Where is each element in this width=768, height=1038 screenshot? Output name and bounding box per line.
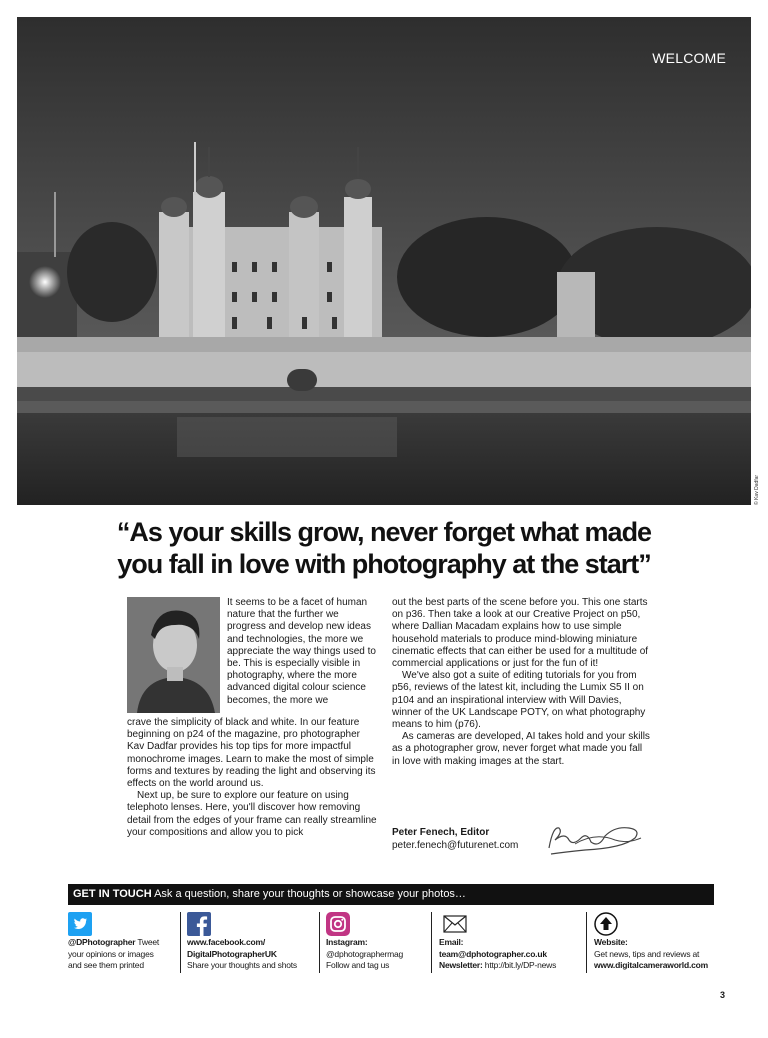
body-paragraph: It seems to be a facet of human nature that the further we progress and develop new ideas and technologies, the more we appreciate the way things used to be. This is especially visible in photography, where the more advanced digital colour science becomes, the more we xyxy=(227,597,376,706)
twitter-text: Tweet xyxy=(135,937,160,947)
email-label: Email: xyxy=(439,937,464,947)
newsletter-label: Newsletter: xyxy=(439,960,483,970)
envelope-icon xyxy=(439,912,471,936)
arrow-up-circle-icon xyxy=(594,912,618,936)
editor-email[interactable]: peter.fenech@futurenet.com xyxy=(392,840,519,851)
email-address[interactable]: team@dphotographer.co.uk xyxy=(439,948,547,959)
website-text: Get news, tips and reviews at xyxy=(594,948,700,959)
tower-of-london-image xyxy=(17,17,751,505)
twitter-handle: @DPhotographer xyxy=(68,937,136,947)
body-column-1-bottom xyxy=(127,717,377,839)
body-paragraph: Next up, be sure to explore our feature on using telephoto lenses. Here, you'll discover how removing detail from the edges of your frame can really streamline your compositions and allow you to pick xyxy=(127,790,377,838)
get-in-touch-text: Ask a question, share your thoughts or showcase your photos… xyxy=(151,888,466,900)
website-label: Website: xyxy=(594,937,628,947)
get-in-touch-heading: GET IN TOUCH xyxy=(73,888,152,900)
editor-name: Peter Fenech, Editor xyxy=(392,827,490,838)
contact-divider xyxy=(180,912,181,973)
facebook-icon xyxy=(187,912,211,936)
editor-signoff xyxy=(392,826,518,852)
contact-website[interactable] xyxy=(594,912,714,972)
body-paragraph: We've also got a suite of editing tutorials for you from p56, reviews of the latest kit, including the Lumix S5 II on p104 and an inspirational interview with Will Davies, winner of the UK Landscape POTY, on what photography means to him (p76). xyxy=(392,670,646,731)
editor-signature xyxy=(545,818,645,856)
facebook-url: www.facebook.com/ xyxy=(187,937,265,947)
body-paragraph: crave the simplicity of black and white. In our feature beginning on p24 of the magazine, pro photographer Kav Dadfar provides his top tips for more impactful monochrome images. Learn to make the most of simple forms and textures by reading the light and observing its effects on the world around us. xyxy=(127,717,376,790)
contact-instagram[interactable] xyxy=(326,912,428,972)
page-number: 3 xyxy=(720,990,726,1000)
hero-photo xyxy=(17,17,751,505)
facebook-page: DigitalPhotographerUK xyxy=(187,948,277,959)
headline-line-1: “As your skills grow, never forget what made xyxy=(116,517,652,547)
headline-line-2: you fall in love with photography at the start” xyxy=(117,549,651,579)
contact-twitter[interactable] xyxy=(68,912,176,972)
facebook-text: Share your thoughts and shots xyxy=(187,960,297,970)
contact-divider xyxy=(431,912,432,973)
contact-facebook[interactable] xyxy=(187,912,317,972)
instagram-icon xyxy=(326,912,350,936)
contact-divider xyxy=(319,912,320,973)
twitter-text-line: and see them printed xyxy=(68,960,144,970)
body-paragraph: As cameras are developed, AI takes hold and your skills as a photographer grow, never forget what made you fall in love with making images at the start. xyxy=(392,731,650,767)
body-paragraph: out the best parts of the scene before you. This one starts on p36. Then take a look at our Creative Project on p50, where Dallian Macadam explains how to use simple household materials to produce mind-blowing miniature cinematic effects that can either be used for a multitude of commercial applications or just for the fun of it! xyxy=(392,597,649,670)
editor-portrait xyxy=(127,597,220,713)
get-in-touch-bar xyxy=(68,884,714,905)
newsletter-url[interactable]: http://bit.ly/DP-news xyxy=(482,960,557,970)
twitter-icon xyxy=(68,912,92,936)
contact-email[interactable] xyxy=(439,912,584,972)
section-label: WELCOME xyxy=(652,50,726,66)
instagram-text: Follow and tag us xyxy=(326,960,390,970)
portrait-image xyxy=(127,597,220,713)
body-column-2 xyxy=(392,597,650,768)
photo-credit: © Kav Dadfar xyxy=(754,474,760,505)
pull-quote-headline xyxy=(80,516,688,580)
twitter-text-line: your opinions or images xyxy=(68,948,154,959)
website-url[interactable]: www.digitalcameraworld.com xyxy=(594,960,708,970)
instagram-handle: @dphotographermag xyxy=(326,948,404,959)
body-column-1-top xyxy=(227,597,377,707)
instagram-label: Instagram: xyxy=(326,937,368,947)
contact-divider xyxy=(586,912,587,973)
